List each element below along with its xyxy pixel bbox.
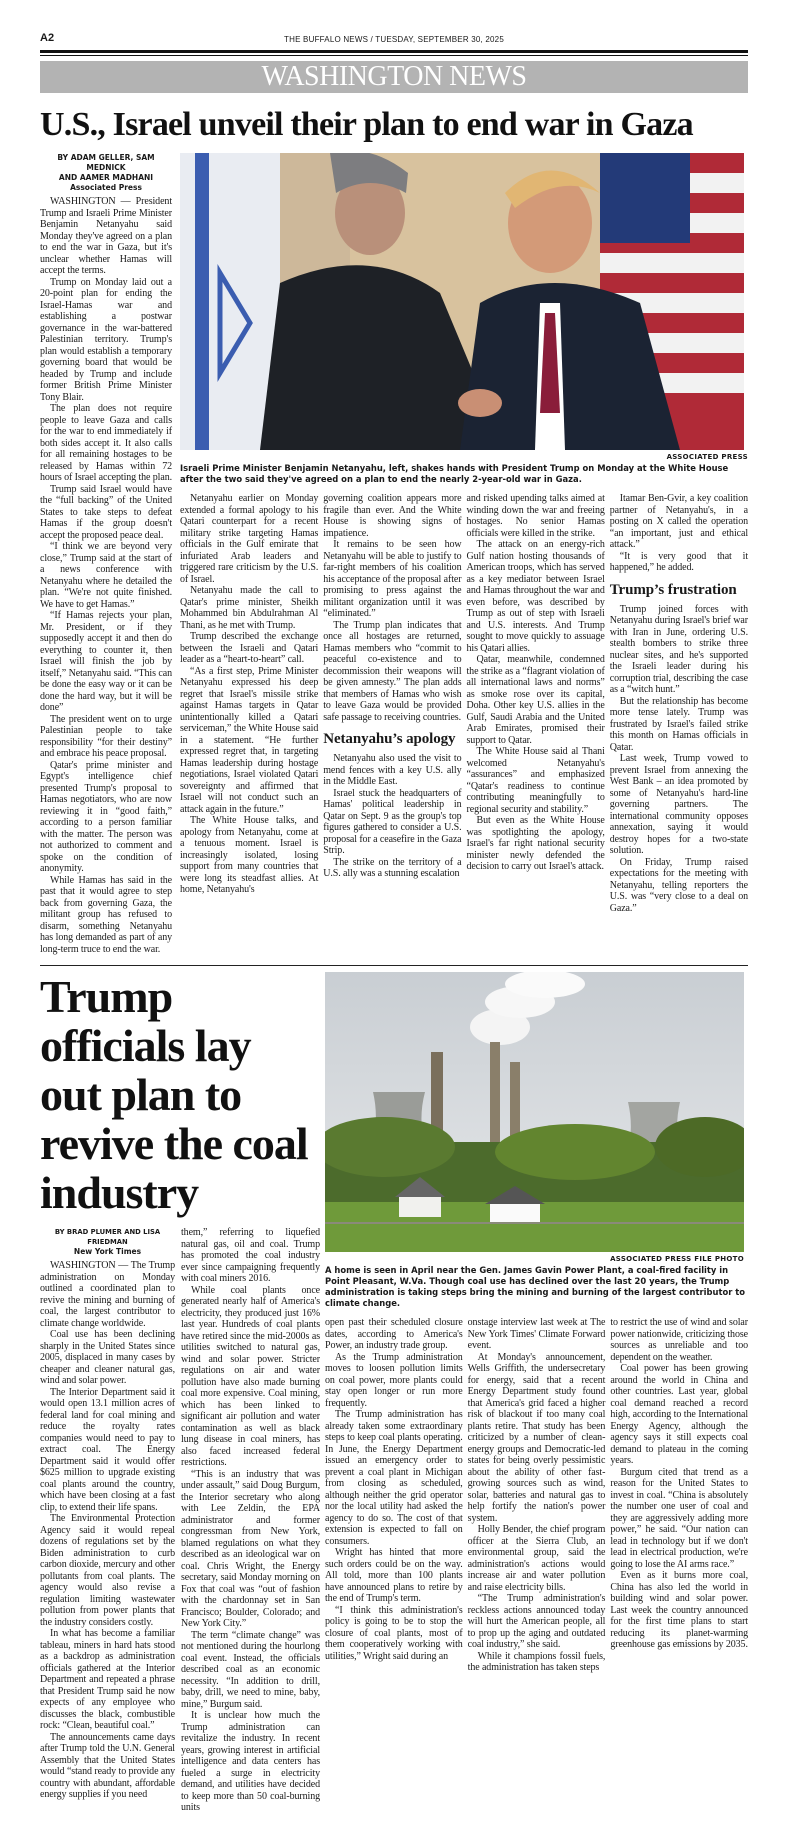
story1-agency: Associated Press	[70, 183, 142, 192]
story2-agency: New York Times	[73, 1247, 142, 1256]
paragraph: to restrict the use of wind and solar power nationwide, criticizing those sources as unreliable and too dependent on the weather.	[610, 1317, 748, 1363]
paragraph: Qatar, meanwhile, condemned the strike as a “flagrant violation of all international laws and norms” as smoke rose over its capital, Doha. Other key U.S. allies in the Gulf, Saudi Arabia and the United Arab Emirates, promised their support to Qatar.	[466, 654, 605, 746]
story2-column-1	[40, 1260, 175, 1801]
paragraph: Even as it burns more coal, China has also led the world in building wind and solar power. Last week the country announced for the first time plans to start reducing its planet-warming greenhouse gas emissions by 2035.	[610, 1570, 748, 1650]
paragraph: Qatar's prime minister and Egypt's intelligence chief presented Trump's proposal to Hamas negotiators, who are now reviewing it in “good faith,” according to a person familiar with the matter. The person was not authorized to comment and spoke on the condition of anonymity.	[40, 759, 172, 874]
story-divider	[40, 965, 748, 966]
paragraph: While coal plants once generated nearly half of America's electricity, they produced just 16% last year. Hundreds of coal plants have retired since the mid-2000s as utilities switched to natural gas, wind and solar power. Stricter regulations on air and water pollution have also made burning coal more expensive. Coal mining, which has been linked to significant air pollution and water contamination as well as black lung disease in coal miners, has also faced increased federal restrictions.	[181, 1284, 320, 1468]
page-number: A2	[40, 32, 55, 44]
story1-column-1	[40, 196, 172, 955]
paragraph: The attack on an energy-rich Gulf nation hosting thousands of American troops, which has served as a key mediator between Israel and Hamas throughout the war and even before, was described by Trump as out of step with Israeli and U.S. interests. And Trump sought to move quickly to assuage his Qatari allies.	[466, 539, 605, 654]
story1-photo-credit: ASSOCIATED PRESS	[666, 453, 748, 461]
story2-left-columns	[40, 1227, 320, 1814]
paragraph: Israel stuck the headquarters of Hamas' political leadership in Qatar on Sept. 9 as the group's top figures gathered to consider a U.S. proposal for a ceasefire in the Gaza Strip.	[323, 787, 462, 856]
paragraph: Netanyahu earlier on Monday extended a formal apology to his Qatari counterpart for a recent military strike targeting Hamas officials in the Gulf emirate that infuriated Arab leaders and triggered rare criticism by the U.S. of Israel.	[180, 493, 319, 585]
paragraph: The strike on the territory of a U.S. ally was a stunning escalation	[323, 856, 462, 879]
story1-column-4	[467, 493, 605, 914]
paragraph: “As a first step, Prime Minister Netanyahu expressed his deep regret that Israel's missile strike against Hamas targets in Qatar unintentionally killed a Qatari serviceman,” the White House said in a statement. “He further expressed regret that, in targeting Hamas leadership during hostage negotiations, Israel violated Qatari sovereignty and affirmed that Israel will not conduct such an attack again in the future.”	[180, 665, 319, 815]
paragraph: The president went on to urge Palestinian people to take responsibility “for their destiny” and embrace his peace proposal.	[40, 713, 172, 759]
dateline: THE BUFFALO NEWS / TUESDAY, SEPTEMBER 30, 2025	[284, 35, 504, 44]
paragraph: As the Trump administration moves to loosen pollution limits on coal power, more plants could stay open longer or run more frequently.	[325, 1351, 463, 1409]
paragraph: The Trump plan indicates that once all hostages are returned, Hamas members who “commit to peaceful co-existence and to decommission their weapons will be given amnesty.” The plan adds that members of Hamas who wish to leave Gaza would be provided safe passage to receiving countries.	[323, 619, 462, 723]
story2-right	[325, 972, 748, 1814]
story1-column-5	[610, 493, 748, 914]
paragraph: The Interior Department said it would open 13.1 million acres of federal land for coal mining and reduce the royalty rates companies would need to pay to extract coal. The Energy Department said it would offer $625 million to upgrade existing coal plants around the country, which have been closing at a fast clip, to extend their life spans.	[40, 1386, 175, 1513]
paragraph: But the relationship has become more tense lately. Trump was frustrated by Israel's failed strike this month on Hamas officials in Qatar.	[609, 695, 748, 753]
story1-photo-caption: Israeli Prime Minister Benjamin Netanyahu, left, shakes hands with President Trump on Monday at the White House after the two said they've agreed on a plan to end the nearly 2-year-old war in Gaza.	[180, 463, 729, 484]
paragraph: WASHINGTON — President Trump and Israeli Prime Minister Benjamin Netanyahu said Monday they've agreed on a plan to end the war in Gaza, but it's unclear whether Hamas will accept the terms.	[40, 196, 172, 276]
story1	[40, 153, 748, 955]
paragraph: The Trump administration has already taken some extraordinary steps to keep coal plants operating. In June, the Energy Department issued an emergency order to prevent a coal plant in Michigan from closing as scheduled, although neither the grid operator nor the local utility had asked the agency to do so. The cost of that extension is expected to fall on consumers.	[325, 1409, 463, 1547]
story2-photo	[325, 972, 748, 1252]
story2-column-3	[325, 1317, 463, 1674]
paragraph: It is unclear how much the Trump administration can revitalize the industry. In recent years, growing interest in artificial intelligence and data centers has fueled a surge in electricity demand, and utilities have decided to keep more than 50 coal-burning units	[181, 1710, 320, 1813]
paragraph: Holly Bender, the chief program officer at the Sierra Club, an environmental group, said the administration's actions would increase air and water pollution and raise electricity bills.	[467, 1524, 606, 1593]
story2-byline: BY BRAD PLUMER AND LISA FRIEDMAN	[54, 1228, 161, 1246]
paragraph: and risked upending talks aimed at winding down the war and freeing hostages. No senior Hamas officials were killed in the strike.	[466, 493, 605, 539]
paragraph: The term “climate change” was not mentioned during the hourlong coal event. Instead, the officials described coal as an economic necessity. “In addition to drill, baby, drill, we need to mine, baby, mine,” Burgum said.	[181, 1629, 320, 1710]
paragraph: On Friday, Trump raised expectations for the meeting with Netanyahu, telling reporters the U.S. was “very close to a deal on Gaza.”	[609, 856, 748, 914]
paragraph: The plan does not require people to leave Gaza and calls for the war to end immediately if both sides accept it. It also calls for all remaining hostages to be released by Hamas within 72 hours of Israel accepting the plan.	[40, 403, 173, 483]
paragraph: Burgum cited that trend as a reason for the United States to invest in coal. “China is absolutely the number one user of coal and they are aggressively adding more power,” he said. “Our nation can lead in technology but if we don't lead in electrical production, we're going to lose the AI arms race.”	[610, 1466, 748, 1570]
paragraph: Coal power has been growing around the world in China and other countries. Last year, global coal demand reached a record high, according to the International Energy Agency, although the agency says it still expects coal demand to plateau in the coming years.	[610, 1363, 748, 1466]
paragraph: Wright has hinted that more such orders could be on the way. All told, more than 100 plants have announced plans to retire by the end of Trump's term.	[325, 1547, 463, 1604]
paragraph: Coal use has been declining sharply in the United States since 2005, displaced in many cases by cheaper and cleaner natural gas, wind and solar power.	[40, 1329, 175, 1386]
paragraph: But even as the White House was spotlighting the apology, Israel's far right national security minister newly defended the decision to carry out Israel's attack.	[466, 815, 605, 872]
paragraph: The announcements came days after Trump told the U.N. General Assembly that the United States would “stand ready to provide any country with abundant, affordable energy supplies if you need	[40, 1731, 175, 1800]
story1-column-2	[180, 493, 318, 914]
paragraph: Last week, Trump vowed to prevent Israel from annexing the West Bank – an idea promoted by some of Netanyahu's hard-line governing partners. The international community opposes annexation, saying it would destroy hopes for a two-state solution.	[609, 753, 748, 856]
paragraph: At Monday's announcement, Wells Griffith, the undersecretary for energy, said that a recent Energy Department study found that America's grid faced a higher risk of blackout if too many coal plants retire. That study has been criticized by a number of clean-energy groups and Democratic-led states for being overly pessimistic about the ability of other fast-growing sources such as wind, solar, batteries and natural gas to help fortify the nation's power system.	[467, 1351, 606, 1524]
story1-headline: U.S., Israel unveil their plan to end war in Gaza	[40, 106, 693, 143]
paragraph: “I think this administration's policy is going to be to stop the closure of coal plants, most of them cooperatively working with utilities,” Wright said during an	[325, 1604, 463, 1662]
header-rule-thin	[40, 55, 748, 56]
story2-column-4	[468, 1317, 606, 1674]
paragraph: “If Hamas rejects your plan, Mr. President, or if they supposedly accept it and then do everything to counter it, then Israel will finish the job by itself,” Netanyahu said. “This can be done the easy way or it can be done the hard way, but it will be done”	[40, 610, 172, 713]
paragraph: “This is an industry that was under assault,” said Doug Burgum, the Interior secretary who along with Lee Zeldin, the EPA administrator and former congressman from New York, blamed regulations on what they described as an ideological war on coal. Chris Wright, the Energy secretary, said Monday morning on Fox that coal was “out of fashion with the chardonnay set in San Francisco; Boulder, Colorado; and New York City.”	[181, 1468, 320, 1629]
paragraph: them,” referring to liquefied natural gas, oil and coal. Trump has promoted the coal industry ever since campaigning frequently with coal miners 2016.	[181, 1227, 320, 1284]
story1-photo	[180, 153, 748, 450]
paragraph: While Hamas has said in the past that it would agree to step back from governing Gaza, the militant group has refused to disarm, something Netanyahu has long demanded as part of any long-term truce to end the war.	[40, 874, 172, 955]
paragraph: governing coalition appears more fragile than ever. And the White House is showing signs of impatience.	[323, 493, 462, 539]
story1-byline-line2: AND AAMER MADHANI	[58, 173, 154, 182]
story2-photo-credit: ASSOCIATED PRESS FILE PHOTO	[610, 1255, 744, 1263]
story1-left-rail	[40, 153, 172, 955]
paragraph: Trump said Israel would have the “full backing” of the United States to take steps to defeat Hamas if the group doesn't accept the proposed peace deal.	[40, 483, 172, 541]
subhead: Netanyahu’s apology	[323, 731, 456, 747]
paragraph: Netanyahu also used the visit to mend fences with a key U.S. ally in the Middle East.	[323, 753, 462, 787]
paragraph: The Environmental Protection Agency said it would repeal dozens of regulations set by the Biden administration to curb carbon dioxide, mercury and other pollutants from coal plants. The agency would also revise a regulation limiting wastewater pollution from power plants that the industry considers costly.	[40, 1513, 175, 1628]
paragraph: “I think we are beyond very close,” Trump said at the start of a news conference with Netanyahu where he detailed the plan. “We're not quite finished. We have to get Hamas.”	[40, 541, 172, 610]
paragraph: open past their scheduled closure dates, according to America's Power, an industry trade group.	[325, 1317, 463, 1351]
paragraph: WASHINGTON — The Trump administration on Monday outlined a coordinated plan to revive the mining and burning of coal, the largest contributor to climate change worldwide.	[40, 1260, 175, 1329]
header-rule	[40, 50, 748, 53]
paragraph: Itamar Ben-Gvir, a key coalition partner of Netanyahu's, in a posting on X called the operation “an important, just and ethical attack.”	[609, 493, 748, 550]
paragraph: “The Trump administration's reckless actions announced today will hurt the American people, all to prop up the aging and outdated coal industry,” she said.	[467, 1593, 606, 1650]
story2-headline: Trump officials lay out plan to revive the coal industry	[40, 971, 308, 1218]
section-banner: WASHINGTON NEWS	[40, 61, 748, 93]
paragraph: It remains to be seen how Netanyahu will be able to justify to far-right members of his coalition his acceptance of the proposal after promising to press against the militant organization until it was “eliminated.”	[323, 539, 462, 619]
subhead: Trump’s frustration	[609, 581, 737, 598]
story2	[40, 972, 748, 1814]
story2-right-columns	[325, 1317, 748, 1674]
paragraph: “It is very good that it happened,” he added.	[609, 550, 748, 573]
paragraph: Netanyahu made the call to Qatar's prime minister, Sheikh Mohammed bin Abdulrahman Al Thani, as he met with Trump.	[180, 585, 319, 631]
page-header	[40, 32, 748, 48]
paragraph: The White House said al Thani welcomed Netanyahu's “assurances” and emphasized “Qatar's readiness to continue contributing meaningfully to regional security and stability.”	[466, 746, 605, 815]
story2-photo-caption: A home is seen in April near the Gen. James Gavin Power Plant, a coal-fired facility in Point Pleasant, W.Va. Though coal use has declined over the last 20 years, the Trump administration is taking steps bring the mining and burning of the largest contributor to climate change.	[325, 1265, 746, 1308]
story2-column-1-wrap	[40, 1227, 175, 1814]
paragraph: Trump joined forces with Netanyahu during Israel's brief war with Iran in June, ordering U.S. stealth bombers to strike three nuclear sites, and he's supported the Israeli leader during his corruption trial, describing the case as a “witch hunt.”	[609, 603, 748, 695]
paragraph: onstage interview last week at The New York Times' Climate Forward event.	[467, 1317, 606, 1351]
story1-column-3	[323, 493, 461, 914]
paragraph: The White House talks, and apology from Netanyahu, come at a tenuous moment. Israel is increasingly isolated, losing support from many countries that were long its steadfast allies. At home, Netanyahu's	[180, 815, 319, 895]
paragraph: In what has become a familiar tableau, miners in hard hats stood as a backdrop as administration officials gathered at the Interior Department and repeated a phrase that President Trump said he now expects of any employee who discusses the black, combustible rock: “Clean, beautiful coal.”	[40, 1628, 175, 1731]
story1-columns	[180, 493, 748, 914]
paragraph: Trump described the exchange between the Israeli and Qatari leader as a “heart-to-heart” call.	[180, 631, 319, 665]
paragraph: Trump on Monday laid out a 20-point plan for ending the Israel-Hamas war and establishing a postwar governance in the war-battered Palestinian territory. Trump's plan would establish a temporary governing board that would be headed by Trump and include former British Prime Minister Tony Blair.	[40, 276, 172, 403]
story1-main	[180, 153, 748, 955]
paragraph: While it champions fossil fuels, the administration has taken steps	[467, 1650, 606, 1673]
story2-column-5	[610, 1317, 748, 1674]
story2-left	[40, 972, 320, 1814]
story2-column-2	[181, 1227, 320, 1814]
story1-byline-line1: BY ADAM GELLER, SAM MEDNICK	[57, 153, 155, 172]
